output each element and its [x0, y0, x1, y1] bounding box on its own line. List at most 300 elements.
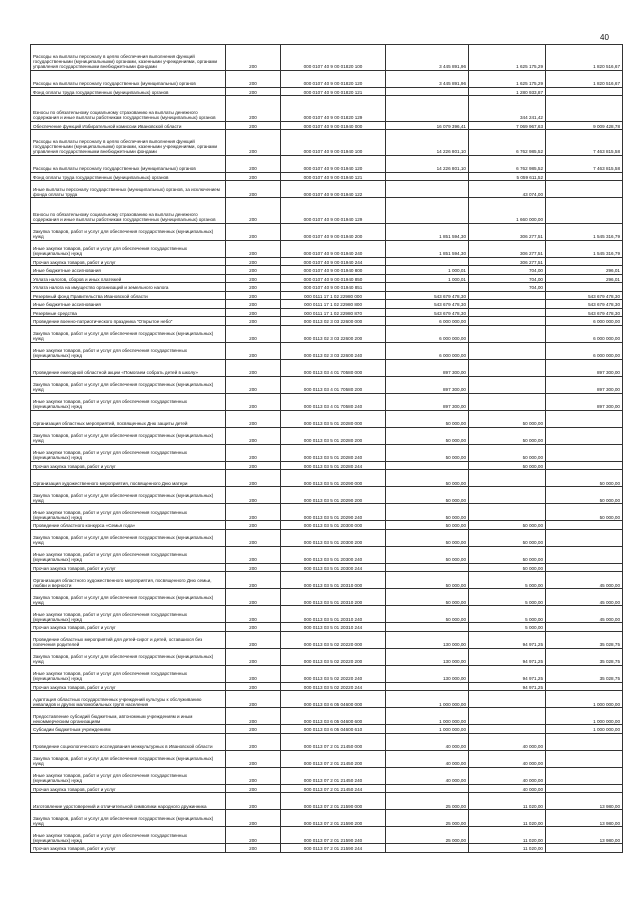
row-kbk: 000 0113 03 4 01 70580 200	[281, 376, 386, 393]
row-approved: 1 000 000,00	[386, 725, 469, 734]
row-approved	[386, 257, 469, 266]
row-approved: 40 000,00	[386, 733, 469, 750]
row-kbk: 000 0113 03 5 01 20300 000	[281, 521, 386, 530]
row-kbk: 000 0113 03 6 05 04600 610	[281, 725, 386, 734]
row-code: 200	[226, 665, 281, 682]
row-code: 200	[226, 291, 281, 300]
row-kbk: 000 0113 07 2 01 21590 200	[281, 810, 386, 827]
row-name: Проведение областного конкурса «Семья года»	[31, 521, 226, 530]
row-executed	[469, 300, 546, 309]
row-remaining: 1 820 516,67	[546, 45, 623, 71]
row-remaining	[546, 444, 623, 461]
row-kbk: 000 0111 17 1 02 22980 870	[281, 308, 386, 317]
row-name: Закупка товаров, работ и услуг для обеспечения государственных (муниципальных) нужд	[31, 589, 226, 606]
table-row	[31, 733, 623, 750]
row-name: Прочая закупка товаров, работ и услуг	[31, 844, 226, 853]
row-approved: 40 000,00	[386, 767, 469, 784]
row-kbk: 000 0107 40 9 00 01820 100	[281, 45, 386, 71]
row-kbk: 000 0107 40 9 00 01940 244	[281, 257, 386, 266]
row-code: 200	[226, 793, 281, 810]
row-kbk: 000 0113 03 6 05 04600 600	[281, 708, 386, 725]
row-approved: 40 000,00	[386, 750, 469, 767]
row-code: 200	[226, 45, 281, 71]
row-remaining: 1 000 000,00	[546, 708, 623, 725]
row-remaining: 296,01	[546, 274, 623, 283]
row-kbk: 000 0107 40 9 00 01820 120	[281, 70, 386, 87]
row-remaining: 1 820 516,67	[546, 70, 623, 87]
row-approved: 3 445 891,96	[386, 70, 469, 87]
row-kbk: 000 0113 07 2 01 21590 244	[281, 844, 386, 853]
row-name: Взносы по обязательному социальному страхованию на выплаты денежного содержания и иные выплаты работникам государственных (муниципальных) органов	[31, 198, 226, 224]
row-code: 200	[226, 155, 281, 172]
row-name: Организация художественного мероприятия, посвященного Дню матери	[31, 470, 226, 487]
row-name: Прочая закупка товаров, работ и услуг	[31, 623, 226, 632]
row-name: Проведение социологического исследования межкультурных в Ивановской области	[31, 733, 226, 750]
row-name: Иные закупки товаров, работ и услуг для обеспечения государственных (муниципальных) нужд	[31, 546, 226, 563]
row-executed	[469, 359, 546, 376]
row-name: Обеспечение функций Избирательной комиссии Ивановской области	[31, 121, 226, 130]
row-code: 200	[226, 606, 281, 623]
row-remaining	[546, 461, 623, 470]
row-kbk: 000 0113 02 3 03 22600 200	[281, 325, 386, 342]
row-name: Закупка товаров, работ и услуг для обеспечения государственных (муниципальных) нужд	[31, 325, 226, 342]
row-approved: 1 851 594,30	[386, 223, 469, 240]
row-executed: 50 000,00	[469, 521, 546, 530]
row-code: 200	[226, 359, 281, 376]
row-code: 200	[226, 70, 281, 87]
row-remaining	[546, 283, 623, 292]
row-remaining	[546, 410, 623, 427]
row-kbk: 000 0107 40 9 00 01940 850	[281, 274, 386, 283]
row-code: 200	[226, 393, 281, 410]
row-executed: 94 971,25	[469, 665, 546, 682]
row-code: 200	[226, 725, 281, 734]
row-remaining	[546, 784, 623, 793]
table-row	[31, 130, 623, 156]
row-executed: 50 000,00	[469, 410, 546, 427]
row-name: Фонд оплаты труда государственных (муниципальных) органов	[31, 87, 226, 96]
row-code: 200	[226, 121, 281, 130]
row-executed: 94 971,25	[469, 648, 546, 665]
table-row	[31, 793, 623, 810]
row-kbk: 000 0113 03 5 01 20300 244	[281, 563, 386, 572]
row-executed	[469, 504, 546, 521]
row-code: 200	[226, 410, 281, 427]
row-kbk: 000 0107 40 9 00 01940 200	[281, 223, 386, 240]
row-name: Иные закупки товаров, работ и услуг для обеспечения государственных (муниципальных) нужд	[31, 504, 226, 521]
table-row	[31, 393, 623, 410]
table-row	[31, 87, 623, 96]
row-executed: 50 000,00	[469, 529, 546, 546]
row-remaining: 7 463 815,58	[546, 155, 623, 172]
row-kbk: 000 0113 03 5 01 20300 200	[281, 529, 386, 546]
table-row	[31, 300, 623, 309]
table-row	[31, 70, 623, 87]
row-approved: 50 000,00	[386, 444, 469, 461]
row-kbk: 000 0113 03 5 01 20290 240	[281, 504, 386, 521]
table-row	[31, 708, 623, 725]
row-code: 200	[226, 563, 281, 572]
row-executed: 11 020,00	[469, 793, 546, 810]
row-executed: 40 000,00	[469, 733, 546, 750]
row-code: 200	[226, 572, 281, 589]
row-kbk: 000 0107 40 9 00 01940 121	[281, 172, 386, 181]
row-executed: 344 241,42	[469, 96, 546, 122]
row-approved	[386, 844, 469, 853]
row-kbk: 000 0107 40 9 00 01940 000	[281, 121, 386, 130]
row-remaining: 543 679 478,30	[546, 300, 623, 309]
row-code: 200	[226, 87, 281, 96]
row-approved	[386, 181, 469, 198]
row-remaining: 543 679 478,30	[546, 308, 623, 317]
row-approved: 6 000 000,00	[386, 317, 469, 326]
table-row	[31, 444, 623, 461]
row-executed: 5 000,00	[469, 589, 546, 606]
row-remaining	[546, 257, 623, 266]
row-executed: 50 000,00	[469, 461, 546, 470]
row-code: 200	[226, 529, 281, 546]
row-name: Прочая закупка товаров, работ и услуг	[31, 461, 226, 470]
row-executed: 50 000,00	[469, 563, 546, 572]
row-remaining: 50 000,00	[546, 504, 623, 521]
table-row	[31, 155, 623, 172]
table-row	[31, 810, 623, 827]
row-code: 200	[226, 589, 281, 606]
table-row	[31, 376, 623, 393]
row-approved: 50 000,00	[386, 572, 469, 589]
row-kbk: 000 0113 03 5 01 20280 000	[281, 410, 386, 427]
table-row	[31, 325, 623, 342]
row-code: 200	[226, 172, 281, 181]
row-name: Иные выплаты персоналу государственных (муниципальных) органов, за исключением фонда оплаты труда	[31, 181, 226, 198]
row-approved: 130 000,00	[386, 648, 469, 665]
row-name: Иные бюджетные ассигнования	[31, 300, 226, 309]
table-row	[31, 784, 623, 793]
row-executed: 704,00	[469, 283, 546, 292]
row-executed: 40 000,00	[469, 750, 546, 767]
table-row	[31, 308, 623, 317]
row-kbk: 000 0107 40 9 00 01820 129	[281, 96, 386, 122]
row-code: 200	[226, 733, 281, 750]
table-row	[31, 470, 623, 487]
row-approved: 6 000 000,00	[386, 342, 469, 359]
row-approved: 1 000 000,00	[386, 691, 469, 708]
row-name: Расходы на выплаты персоналу государственных (муниципальных) органов	[31, 70, 226, 87]
row-executed	[469, 708, 546, 725]
row-executed: 704,00	[469, 266, 546, 275]
row-code: 200	[226, 521, 281, 530]
row-approved	[386, 198, 469, 224]
table-row	[31, 342, 623, 359]
row-remaining: 35 028,75	[546, 631, 623, 648]
row-name: Резервный фонд Правительства Ивановской области	[31, 291, 226, 300]
row-code: 200	[226, 648, 281, 665]
row-executed: 306 277,51	[469, 223, 546, 240]
row-executed: 704,00	[469, 274, 546, 283]
row-executed: 1 625 175,29	[469, 45, 546, 71]
table-row	[31, 121, 623, 130]
row-approved: 1 000,01	[386, 266, 469, 275]
row-name: Иные закупки товаров, работ и услуг для обеспечения государственных (муниципальных) нужд	[31, 606, 226, 623]
row-name: Уплата налога на имущество организаций и земельного налога	[31, 283, 226, 292]
row-approved: 50 000,00	[386, 487, 469, 504]
row-kbk: 000 0113 07 2 01 21590 240	[281, 827, 386, 844]
row-code: 200	[226, 784, 281, 793]
row-executed	[469, 393, 546, 410]
row-remaining: 897 300,00	[546, 376, 623, 393]
row-kbk: 000 0113 02 3 03 22600 000	[281, 317, 386, 326]
row-name: Проведение областных мероприятий для детей-сирот и детей, оставшихся без попечения родителей	[31, 631, 226, 648]
table-row	[31, 283, 623, 292]
row-code: 200	[226, 470, 281, 487]
row-name: Закупка товаров, работ и услуг для обеспечения государственных (муниципальных) нужд	[31, 487, 226, 504]
row-approved: 50 000,00	[386, 410, 469, 427]
row-executed	[469, 342, 546, 359]
row-executed: 6 762 985,52	[469, 155, 546, 172]
table-row	[31, 172, 623, 181]
row-remaining: 7 463 815,58	[546, 130, 623, 156]
row-executed	[469, 376, 546, 393]
row-code: 200	[226, 198, 281, 224]
row-name: Иные закупки товаров, работ и услуг для обеспечения государственных (муниципальных) нужд	[31, 393, 226, 410]
row-code: 200	[226, 844, 281, 853]
row-kbk: 000 0113 03 5 02 20220 200	[281, 648, 386, 665]
row-code: 200	[226, 682, 281, 691]
row-executed: 40 000,00	[469, 784, 546, 793]
row-approved: 50 000,00	[386, 546, 469, 563]
table-row	[31, 546, 623, 563]
row-kbk: 000 0113 03 5 01 20280 200	[281, 427, 386, 444]
row-remaining: 50 000,00	[546, 487, 623, 504]
row-approved: 50 000,00	[386, 427, 469, 444]
row-remaining: 45 000,00	[546, 589, 623, 606]
row-approved: 3 445 891,96	[386, 45, 469, 71]
row-remaining: 6 000 000,00	[546, 342, 623, 359]
row-name: Прочая закупка товаров, работ и услуг	[31, 784, 226, 793]
row-approved: 16 079 396,41	[386, 121, 469, 130]
row-code: 200	[226, 546, 281, 563]
row-approved: 50 000,00	[386, 521, 469, 530]
row-kbk: 000 0113 03 5 01 20300 240	[281, 546, 386, 563]
table-row	[31, 827, 623, 844]
row-code: 200	[226, 283, 281, 292]
table-row	[31, 96, 623, 122]
row-kbk: 000 0113 07 2 01 21450 200	[281, 750, 386, 767]
row-approved: 50 000,00	[386, 504, 469, 521]
row-approved: 50 000,00	[386, 470, 469, 487]
row-code: 200	[226, 427, 281, 444]
table-row	[31, 317, 623, 326]
row-executed	[469, 317, 546, 326]
row-approved: 6 000 000,00	[386, 325, 469, 342]
row-remaining: 13 980,00	[546, 793, 623, 810]
row-remaining: 45 000,00	[546, 572, 623, 589]
row-remaining: 50 000,00	[546, 470, 623, 487]
row-code: 200	[226, 317, 281, 326]
table-row	[31, 461, 623, 470]
table-row	[31, 725, 623, 734]
row-code: 200	[226, 342, 281, 359]
row-remaining: 13 980,00	[546, 827, 623, 844]
row-remaining: 45 000,00	[546, 606, 623, 623]
row-executed: 1 660 000,00	[469, 198, 546, 224]
row-remaining	[546, 844, 623, 853]
row-approved: 25 000,00	[386, 810, 469, 827]
row-name: Прочая закупка товаров, работ и услуг	[31, 257, 226, 266]
row-approved	[386, 461, 469, 470]
row-name: Расходы на выплаты персоналу в целях обеспечения выполнения функций государственными (муниципальными) органами, казенными учреждениями, органами управления государственными внебюджетными фондами	[31, 45, 226, 71]
row-remaining	[546, 529, 623, 546]
row-executed: 11 020,00	[469, 810, 546, 827]
row-executed	[469, 487, 546, 504]
row-kbk: 000 0113 07 2 01 21450 240	[281, 767, 386, 784]
table-row	[31, 665, 623, 682]
row-remaining	[546, 682, 623, 691]
table-row	[31, 240, 623, 257]
row-approved: 897 300,00	[386, 376, 469, 393]
table-row	[31, 631, 623, 648]
row-name: Организация областных мероприятий, посвященных Дню защиты детей	[31, 410, 226, 427]
row-code: 200	[226, 181, 281, 198]
row-kbk: 000 0113 03 5 01 20310 200	[281, 589, 386, 606]
row-remaining	[546, 750, 623, 767]
row-name: Закупка товаров, работ и услуг для обеспечения государственных (муниципальных) нужд	[31, 427, 226, 444]
row-name: Расходы на выплаты персоналу в целях обеспечения выполнения функций государственными (муниципальными) органами, казенными учреждениями, органами управления государственными внебюджетными фондами	[31, 130, 226, 156]
row-kbk: 000 0113 02 3 03 22600 240	[281, 342, 386, 359]
row-code: 200	[226, 444, 281, 461]
row-kbk: 000 0113 07 2 01 21450 000	[281, 733, 386, 750]
row-executed: 50 000,00	[469, 444, 546, 461]
table-row	[31, 767, 623, 784]
row-remaining: 543 679 478,30	[546, 291, 623, 300]
row-remaining	[546, 767, 623, 784]
table-row	[31, 589, 623, 606]
row-kbk: 000 0107 40 9 00 01820 121	[281, 87, 386, 96]
row-code: 200	[226, 300, 281, 309]
table-row	[31, 648, 623, 665]
row-code: 200	[226, 308, 281, 317]
row-approved: 1 000 000,00	[386, 708, 469, 725]
row-remaining: 6 000 000,00	[546, 317, 623, 326]
row-executed: 50 000,00	[469, 427, 546, 444]
row-approved: 50 000,00	[386, 529, 469, 546]
row-remaining: 1 545 316,79	[546, 240, 623, 257]
row-name: Закупка товаров, работ и услуг для обеспечения государственных (муниципальных) нужд	[31, 223, 226, 240]
row-remaining	[546, 198, 623, 224]
row-name: Резервные средства	[31, 308, 226, 317]
row-kbk: 000 0113 03 4 01 70580 240	[281, 393, 386, 410]
row-name: Уплата налогов, сборов и иных платежей	[31, 274, 226, 283]
row-kbk: 000 0111 17 1 02 22980 800	[281, 300, 386, 309]
row-code: 200	[226, 487, 281, 504]
row-name: Закупка товаров, работ и услуг для обеспечения государственных (муниципальных) нужд	[31, 648, 226, 665]
row-approved	[386, 172, 469, 181]
row-name: Иные закупки товаров, работ и услуг для обеспечения государственных (муниципальных) нужд	[31, 444, 226, 461]
row-remaining: 6 000 000,00	[546, 325, 623, 342]
row-kbk: 000 0107 40 9 00 01940 100	[281, 130, 386, 156]
row-remaining	[546, 733, 623, 750]
row-executed: 306 277,51	[469, 240, 546, 257]
row-remaining	[546, 546, 623, 563]
row-name: Закупка товаров, работ и услуг для обеспечения государственных (муниципальных) нужд	[31, 529, 226, 546]
table-row	[31, 606, 623, 623]
row-remaining	[546, 427, 623, 444]
row-kbk: 000 0113 07 2 01 21590 000	[281, 793, 386, 810]
row-approved	[386, 623, 469, 632]
table-row	[31, 45, 623, 71]
row-code: 200	[226, 810, 281, 827]
row-executed	[469, 470, 546, 487]
row-approved	[386, 784, 469, 793]
row-name: Иные закупки товаров, работ и услуг для обеспечения государственных (муниципальных) нужд	[31, 827, 226, 844]
row-name: Иные закупки товаров, работ и услуг для обеспечения государственных (муниципальных) нужд	[31, 665, 226, 682]
row-remaining: 1 000 000,00	[546, 691, 623, 708]
row-name: Расходы на выплаты персоналу государственных (муниципальных) органов	[31, 155, 226, 172]
row-executed	[469, 308, 546, 317]
table-row	[31, 750, 623, 767]
table-row	[31, 563, 623, 572]
row-kbk: 000 0113 03 5 02 20220 000	[281, 631, 386, 648]
row-remaining	[546, 563, 623, 572]
row-kbk: 000 0111 17 1 02 22980 000	[281, 291, 386, 300]
row-name: Изготовление удостоверений и отличительной символики народного дружинника	[31, 793, 226, 810]
row-executed: 50 000,00	[469, 546, 546, 563]
row-approved	[386, 283, 469, 292]
row-executed: 1 280 933,87	[469, 87, 546, 96]
row-kbk: 000 0113 03 5 02 20220 240	[281, 665, 386, 682]
row-kbk: 000 0113 07 2 01 21450 244	[281, 784, 386, 793]
row-name: Предоставление субсидий бюджетным, автономным учреждениям и иным некоммерческим организациям	[31, 708, 226, 725]
row-approved: 130 000,00	[386, 631, 469, 648]
table-row	[31, 691, 623, 708]
row-name: Прочая закупка товаров, работ и услуг	[31, 682, 226, 691]
row-name: Иные закупки товаров, работ и услуг для обеспечения государственных (муниципальных) нужд	[31, 767, 226, 784]
table-row	[31, 487, 623, 504]
row-code: 200	[226, 708, 281, 725]
table-row	[31, 291, 623, 300]
row-approved: 14 226 801,10	[386, 130, 469, 156]
row-approved: 25 000,00	[386, 793, 469, 810]
row-kbk: 000 0107 40 9 00 01940 129	[281, 198, 386, 224]
row-code: 200	[226, 376, 281, 393]
row-remaining	[546, 181, 623, 198]
row-remaining	[546, 96, 623, 122]
row-code: 200	[226, 240, 281, 257]
row-kbk: 000 0113 03 5 01 20290 000	[281, 470, 386, 487]
row-code: 200	[226, 623, 281, 632]
row-approved: 14 226 801,10	[386, 155, 469, 172]
row-executed: 6 762 985,52	[469, 130, 546, 156]
row-remaining: 296,01	[546, 266, 623, 275]
row-kbk: 000 0107 40 9 00 01940 800	[281, 266, 386, 275]
table-row	[31, 427, 623, 444]
row-approved	[386, 682, 469, 691]
row-executed: 94 971,25	[469, 682, 546, 691]
table-row	[31, 521, 623, 530]
row-kbk: 000 0113 03 5 01 20280 244	[281, 461, 386, 470]
table-row	[31, 257, 623, 266]
row-code: 200	[226, 631, 281, 648]
table-row	[31, 623, 623, 632]
row-name: Проведение военно-патриотического праздника "Открытое небо"	[31, 317, 226, 326]
row-code: 200	[226, 130, 281, 156]
row-executed: 5 000,00	[469, 606, 546, 623]
row-remaining: 9 009 428,78	[546, 121, 623, 130]
row-remaining	[546, 623, 623, 632]
table-row	[31, 359, 623, 376]
row-kbk: 000 0107 40 9 00 01940 851	[281, 283, 386, 292]
row-executed: 5 000,00	[469, 572, 546, 589]
